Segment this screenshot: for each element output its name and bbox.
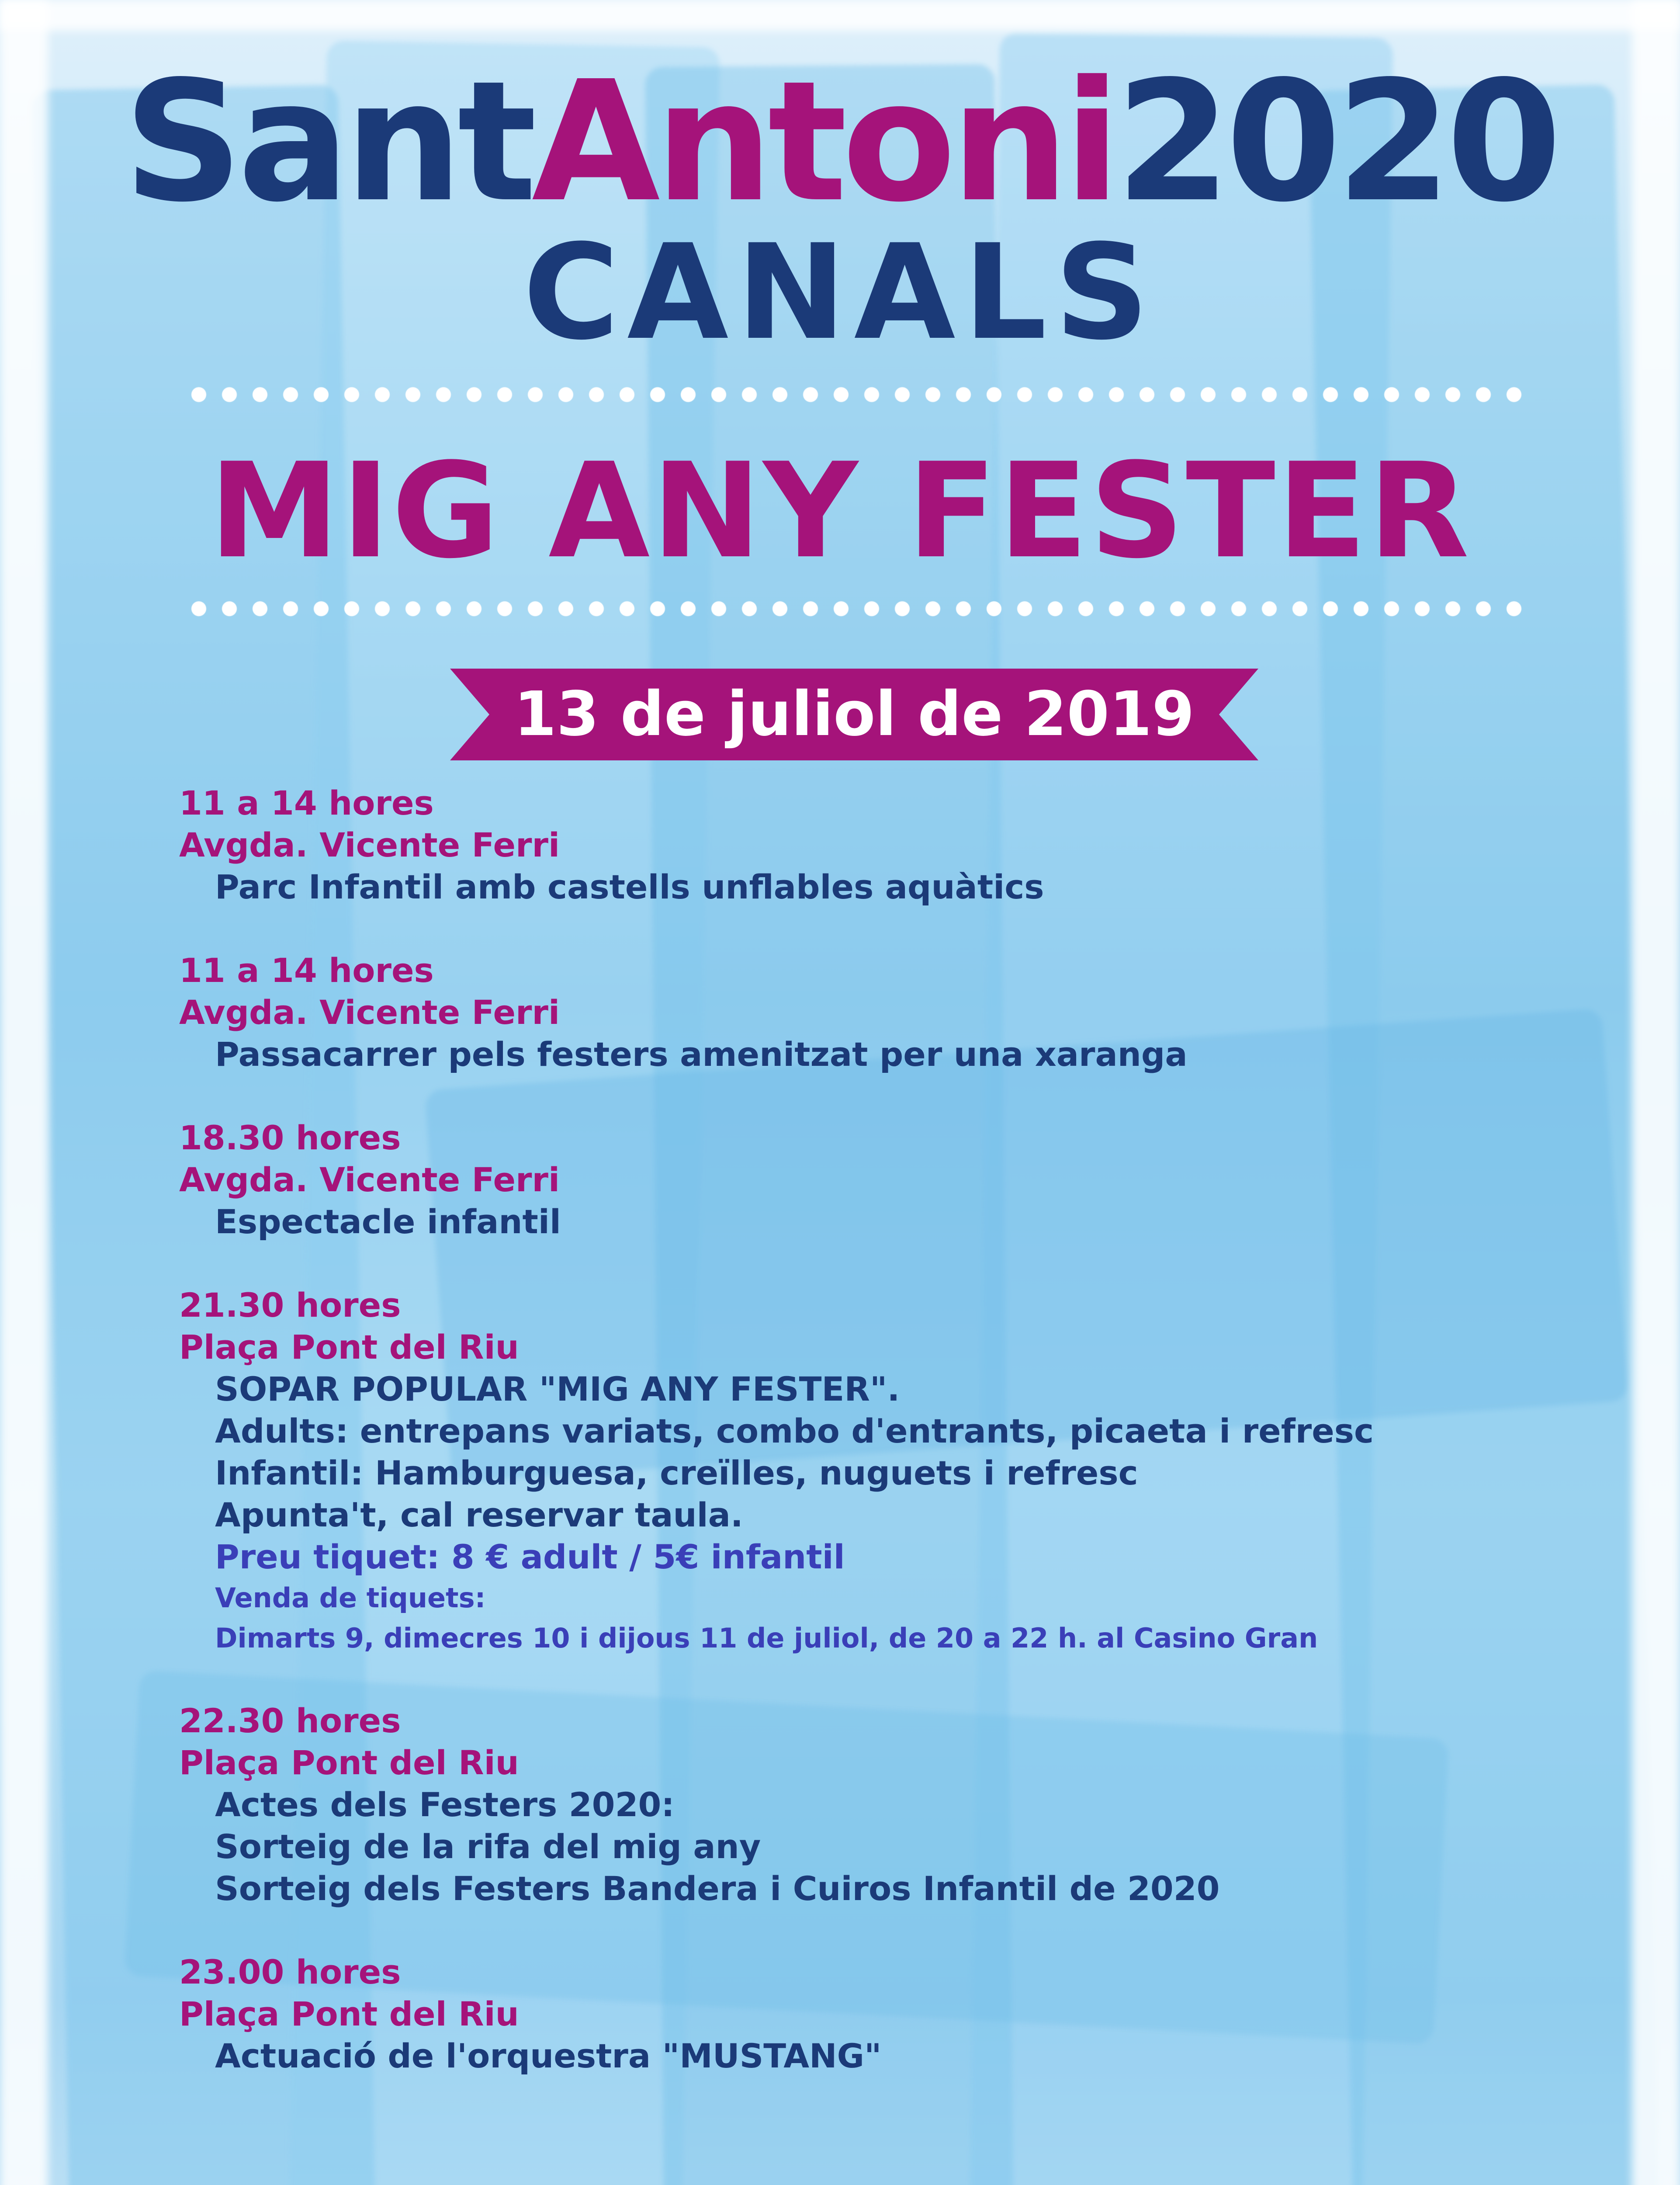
poster-subtitle: CANALS [523,216,1157,369]
event-description: Actes dels Festers 2020: [215,1785,675,1824]
event-description: Infantil: Hamburguesa, creïlles, nuguets i refresc [215,1453,1138,1492]
headline: MIG ANY FESTER [209,435,1471,587]
program-event [179,950,1534,1075]
event-time: 22.30 hores [179,1701,401,1740]
title-year: 2020 [1115,45,1557,239]
program-list [179,782,1534,2119]
event-description: Adults: entrepans variats, combo d'entrants, picaeta i refresc [215,1412,1374,1450]
date-ribbon-text: 13 de juliol de 2019 [514,679,1195,750]
dotted-divider [184,385,1529,405]
program-event [179,1951,1534,2077]
event-description: Apunta't, cal reservar taula. [215,1495,743,1534]
event-description: Actuació de l'orquestra "MUSTANG" [215,2036,882,2075]
event-description: Sorteig de la rifa del mig any [215,1827,761,1866]
event-description: SOPAR POPULAR "MIG ANY FESTER". [215,1370,900,1408]
event-description: Espectacle infantil [215,1202,561,1241]
event-time: 18.30 hores [179,1118,401,1157]
poster-title [0,45,1680,239]
title-sant: Sant [123,45,532,239]
event-time: 11 a 14 hores [179,784,434,822]
event-place: Avgda. Vicente Ferri [179,1160,560,1199]
event-time: 11 a 14 hores [179,951,434,990]
event-time: 23.00 hores [179,1953,401,1991]
event-place: Avgda. Vicente Ferri [179,825,560,864]
event-description: Parc Infantil amb castells unflables aquàtics [215,867,1044,906]
program-event [179,1117,1534,1243]
event-place: Plaça Pont del Riu [179,1328,519,1366]
event-place: Plaça Pont del Riu [179,1994,519,2033]
program-event [179,782,1534,908]
paper-edge [0,0,1680,31]
event-description: Sorteig dels Festers Bandera i Cuiros Infantil de 2020 [215,1869,1220,1908]
event-place: Avgda. Vicente Ferri [179,993,560,1032]
title-antoni: Antoni [531,45,1115,239]
event-time: 21.30 hores [179,1286,401,1325]
program-event [179,1700,1534,1910]
ticket-sales-title: Venda de tiquets: [215,1582,486,1614]
dotted-divider [184,599,1529,619]
ticket-sales-detail: Dimarts 9, dimecres 10 i dijous 11 de juliol, de 20 a 22 h. al Casino Gran [215,1622,1318,1654]
event-description: Passacarrer pels festers amenitzat per una xaranga [215,1035,1188,1074]
program-event [179,1284,1534,1658]
event-place: Plaça Pont del Riu [179,1743,519,1782]
ticket-price: Preu tiquet: 8 € adult / 5€ infantil [215,1537,845,1576]
